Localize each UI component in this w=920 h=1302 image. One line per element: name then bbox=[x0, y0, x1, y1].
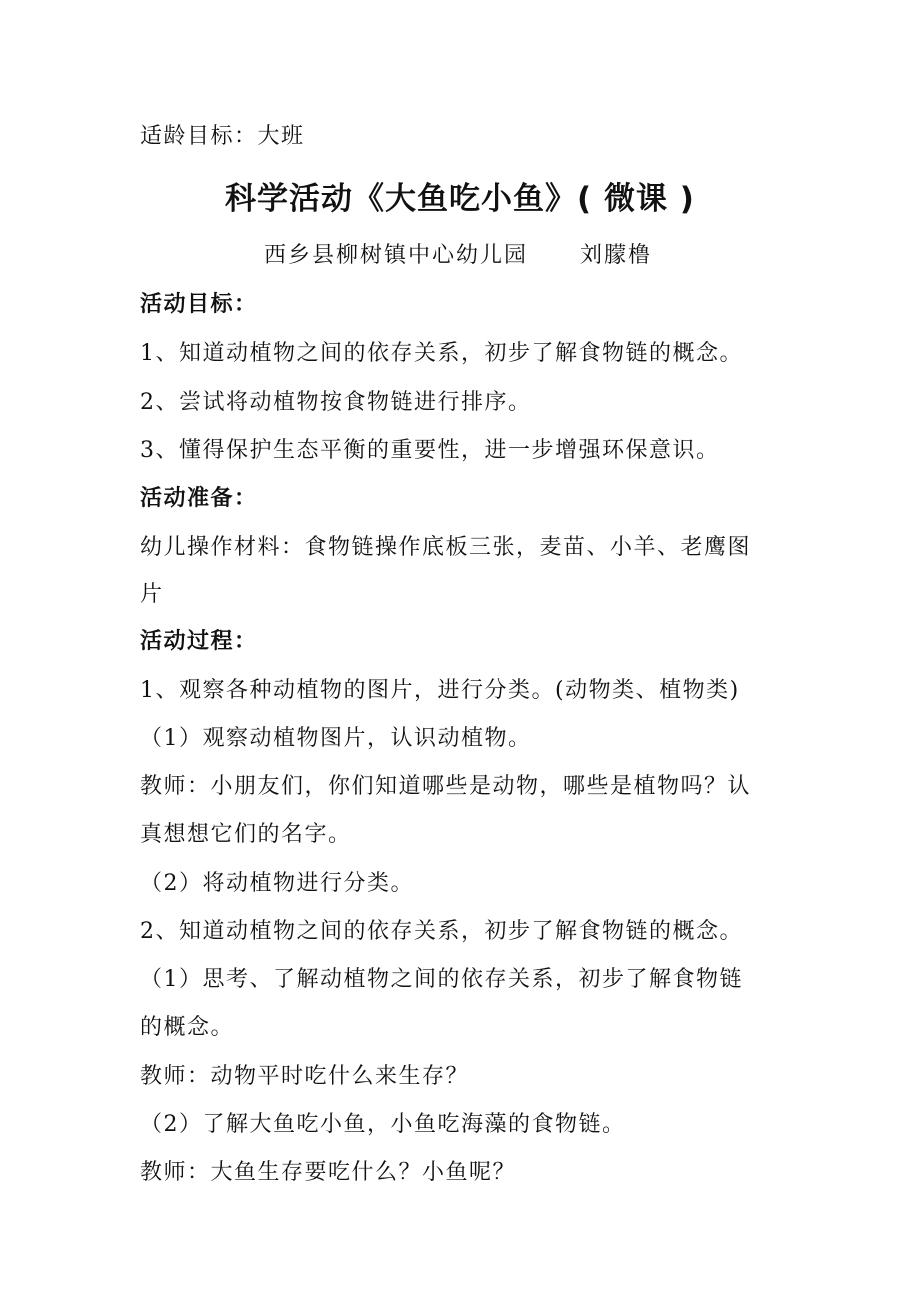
process-line-7: （1）思考、了解动植物之间的依存关系，初步了解食物链 bbox=[140, 967, 743, 992]
school-name: 西乡县柳树镇中心幼儿园 bbox=[264, 243, 529, 268]
document-title: 科学活动《大鱼吃小鱼》( 微课 ) bbox=[225, 181, 695, 217]
goal-item-1: 1、知道动植物之间的依存关系，初步了解食物链的概念。 bbox=[140, 341, 743, 366]
goal-item-3: 3、懂得保护生态平衡的重要性，进一步增强环保意识。 bbox=[140, 438, 720, 463]
byline bbox=[264, 241, 652, 271]
preparation-heading: 活动准备： bbox=[140, 486, 258, 511]
preparation-line-2: 片 bbox=[140, 582, 164, 607]
preparation-line-1: 幼儿操作材料：食物链操作底板三张，麦苗、小羊、老鹰图 bbox=[140, 535, 752, 560]
process-line-4: 真想想它们的名字。 bbox=[140, 822, 352, 847]
process-line-1: 1、观察各种动植物的图片，进行分类。(动物类、植物类) bbox=[140, 678, 740, 703]
age-target: 适龄目标：大班 bbox=[140, 124, 305, 149]
author-name: 刘朦橹 bbox=[580, 243, 653, 268]
process-line-8: 的概念。 bbox=[140, 1015, 235, 1040]
goals-heading: 活动目标： bbox=[140, 292, 258, 317]
process-line-3: 教师：小朋友们，你们知道哪些是动物，哪些是植物吗？认 bbox=[140, 774, 752, 799]
process-line-6: 2、知道动植物之间的依存关系，初步了解食物链的概念。 bbox=[140, 919, 743, 944]
process-heading: 活动过程： bbox=[140, 629, 258, 654]
process-line-5: （2）将动植物进行分类。 bbox=[140, 871, 414, 896]
goal-item-2: 2、尝试将动植物按食物链进行排序。 bbox=[140, 390, 532, 415]
process-line-10: （2）了解大鱼吃小鱼，小鱼吃海藻的食物链。 bbox=[140, 1112, 626, 1137]
process-line-2: （1）观察动植物图片，认识动植物。 bbox=[140, 726, 532, 751]
process-line-9: 教师：动物平时吃什么来生存？ bbox=[140, 1064, 470, 1089]
process-line-11: 教师：大鱼生存要吃什么？小鱼呢？ bbox=[140, 1160, 517, 1185]
